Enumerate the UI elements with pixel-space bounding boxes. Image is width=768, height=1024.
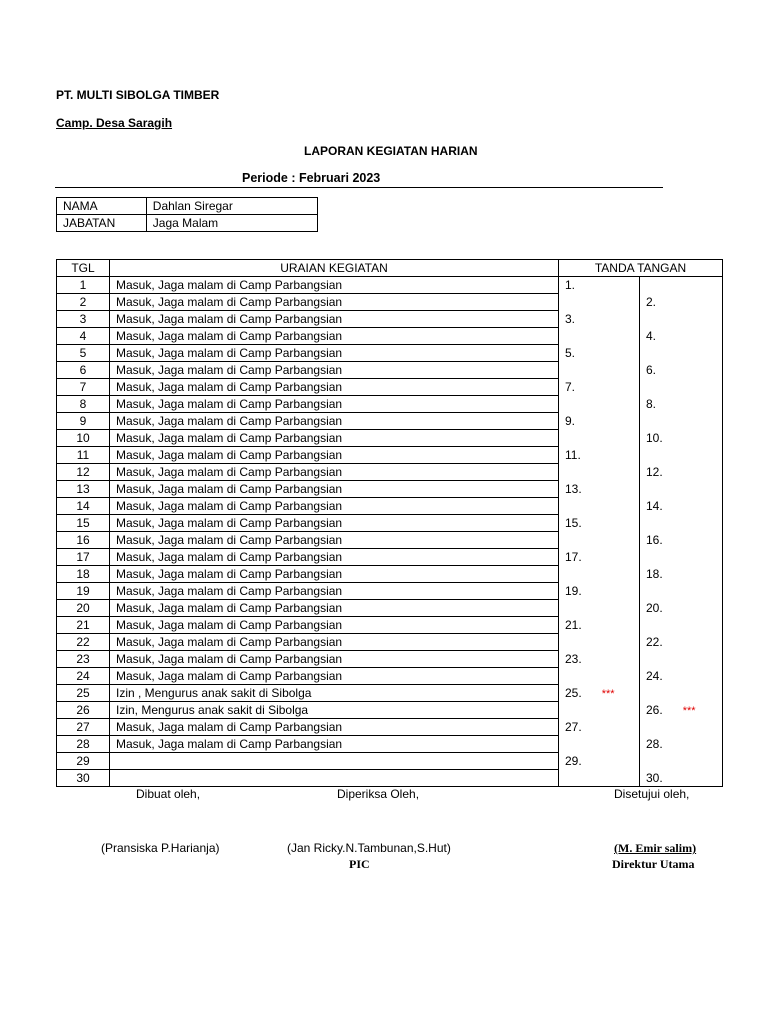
- table-row: [57, 651, 723, 668]
- row-uraian: Masuk, Jaga malam di Camp Parbangsian: [110, 447, 559, 464]
- disetujui-oleh-label: Disetujui oleh,: [614, 787, 690, 801]
- row-sig-right: [640, 770, 723, 787]
- row-uraian: Masuk, Jaga malam di Camp Parbangsian: [110, 294, 559, 311]
- row-tgl: 11: [57, 447, 110, 464]
- row-sig-left: [559, 685, 640, 702]
- nama-value: Dahlan Siregar: [146, 198, 317, 215]
- row-uraian: Masuk, Jaga malam di Camp Parbangsian: [110, 498, 559, 515]
- row-tgl: 4: [57, 328, 110, 345]
- signature-number: 14.: [646, 498, 663, 513]
- table-row: [57, 617, 723, 634]
- header-uraian: URAIAN KEGIATAN: [110, 260, 559, 277]
- row-uraian: Masuk, Jaga malam di Camp Parbangsian: [110, 396, 559, 413]
- row-uraian: Masuk, Jaga malam di Camp Parbangsian: [110, 481, 559, 498]
- signature-number: 30.: [646, 770, 663, 785]
- signer-role-direktur: Direktur Utama: [612, 857, 695, 871]
- signature-number: 16.: [646, 532, 663, 547]
- row-uraian: Masuk, Jaga malam di Camp Parbangsian: [110, 515, 559, 532]
- row-tgl: 30: [57, 770, 110, 787]
- row-uraian: Masuk, Jaga malam di Camp Parbangsian: [110, 311, 559, 328]
- row-sig-left: [559, 498, 640, 515]
- row-sig-left: [559, 481, 640, 498]
- header-tgl: TGL: [57, 260, 110, 277]
- row-uraian: Masuk, Jaga malam di Camp Parbangsian: [110, 617, 559, 634]
- row-tgl: 20: [57, 600, 110, 617]
- table-row: [57, 447, 723, 464]
- row-tgl: 5: [57, 345, 110, 362]
- row-tgl: 29: [57, 753, 110, 770]
- row-tgl: 7: [57, 379, 110, 396]
- row-uraian: Masuk, Jaga malam di Camp Parbangsian: [110, 379, 559, 396]
- table-row: [57, 498, 723, 515]
- table-row: [57, 481, 723, 498]
- table-row: [57, 345, 723, 362]
- table-row: [57, 770, 723, 787]
- row-sig-right: [640, 719, 723, 736]
- signature-number: 6.: [646, 362, 657, 377]
- company-name: PT. MULTI SIBOLGA TIMBER: [56, 88, 220, 102]
- camp-name: Camp. Desa Saragih: [56, 116, 173, 130]
- row-sig-right: [640, 328, 723, 345]
- signature-number: 7.: [565, 379, 576, 394]
- signature-number: 13.: [565, 481, 582, 496]
- row-tgl: 2: [57, 294, 110, 311]
- row-uraian: Masuk, Jaga malam di Camp Parbangsian: [110, 328, 559, 345]
- table-row: [57, 668, 723, 685]
- row-tgl: 25: [57, 685, 110, 702]
- signature-mark: ***: [682, 704, 696, 717]
- table-row: [57, 634, 723, 651]
- signature-number: 8.: [646, 396, 657, 411]
- signature-number: 15.: [565, 515, 582, 530]
- row-sig-right: [640, 753, 723, 770]
- row-sig-left: [559, 651, 640, 668]
- signature-number: 29.: [565, 753, 582, 768]
- signature-number: 2.: [646, 294, 657, 309]
- signature-number: 20.: [646, 600, 663, 615]
- row-uraian: Izin , Mengurus anak sakit di Sibolga: [110, 685, 559, 702]
- row-tgl: 16: [57, 532, 110, 549]
- row-sig-right: [640, 481, 723, 498]
- table-header-row: [57, 260, 723, 277]
- row-tgl: 18: [57, 566, 110, 583]
- row-uraian: Masuk, Jaga malam di Camp Parbangsian: [110, 532, 559, 549]
- row-uraian: Masuk, Jaga malam di Camp Parbangsian: [110, 566, 559, 583]
- row-tgl: 6: [57, 362, 110, 379]
- row-sig-right: [640, 345, 723, 362]
- table-row: [57, 532, 723, 549]
- row-sig-right: [640, 583, 723, 600]
- nama-label: NAMA: [57, 198, 147, 215]
- row-sig-left: [559, 566, 640, 583]
- row-tgl: 10: [57, 430, 110, 447]
- row-sig-right: [640, 668, 723, 685]
- signer-name-2: (Jan Ricky.N.Tambunan,S.Hut): [287, 841, 451, 855]
- row-sig-right: [640, 464, 723, 481]
- table-row: [57, 549, 723, 566]
- row-tgl: 14: [57, 498, 110, 515]
- info-row-nama: [57, 198, 318, 215]
- signature-number: 17.: [565, 549, 582, 564]
- employee-info-table: [56, 197, 318, 232]
- signature-number: 19.: [565, 583, 582, 598]
- signature-number: 3.: [565, 311, 576, 326]
- table-row: [57, 328, 723, 345]
- row-uraian: Masuk, Jaga malam di Camp Parbangsian: [110, 634, 559, 651]
- row-sig-right: [640, 515, 723, 532]
- row-sig-left: [559, 702, 640, 719]
- table-row: [57, 396, 723, 413]
- signature-number: 9.: [565, 413, 576, 428]
- report-title: LAPORAN KEGIATAN HARIAN: [304, 144, 478, 158]
- jabatan-label: JABATAN: [57, 215, 147, 232]
- row-sig-left: [559, 668, 640, 685]
- row-sig-left: [559, 736, 640, 753]
- row-uraian: Masuk, Jaga malam di Camp Parbangsian: [110, 668, 559, 685]
- row-uraian: Masuk, Jaga malam di Camp Parbangsian: [110, 600, 559, 617]
- row-sig-left: [559, 753, 640, 770]
- signature-number: 5.: [565, 345, 576, 360]
- table-row: [57, 311, 723, 328]
- table-row: [57, 583, 723, 600]
- row-sig-left: [559, 362, 640, 379]
- signer-role-pic: PIC: [349, 857, 370, 871]
- report-period: Periode : Februari 2023: [242, 171, 381, 185]
- row-sig-right: [640, 651, 723, 668]
- signature-number: 24.: [646, 668, 663, 683]
- row-tgl: 12: [57, 464, 110, 481]
- signature-number: 26.: [646, 702, 663, 717]
- signer-name-3: (M. Emir salim): [614, 841, 697, 855]
- row-sig-left: [559, 345, 640, 362]
- row-sig-right: [640, 566, 723, 583]
- table-row: [57, 413, 723, 430]
- row-tgl: 9: [57, 413, 110, 430]
- row-sig-left: [559, 770, 640, 787]
- table-row: [57, 464, 723, 481]
- row-sig-left: [559, 413, 640, 430]
- signature-number: 23.: [565, 651, 582, 666]
- row-uraian: [110, 753, 559, 770]
- row-sig-right: [640, 277, 723, 294]
- row-sig-right: [640, 498, 723, 515]
- row-uraian: Masuk, Jaga malam di Camp Parbangsian: [110, 430, 559, 447]
- table-row: [57, 566, 723, 583]
- table-row: [57, 379, 723, 396]
- row-tgl: 15: [57, 515, 110, 532]
- info-row-jabatan: [57, 215, 318, 232]
- row-sig-right: [640, 600, 723, 617]
- row-tgl: 27: [57, 719, 110, 736]
- row-sig-left: [559, 311, 640, 328]
- row-sig-right: [640, 532, 723, 549]
- row-sig-right: [640, 430, 723, 447]
- row-uraian: Masuk, Jaga malam di Camp Parbangsian: [110, 651, 559, 668]
- row-uraian: Masuk, Jaga malam di Camp Parbangsian: [110, 549, 559, 566]
- row-sig-left: [559, 396, 640, 413]
- signature-number: 12.: [646, 464, 663, 479]
- signature-mark: ***: [601, 687, 615, 700]
- table-row: [57, 515, 723, 532]
- row-sig-left: [559, 583, 640, 600]
- row-uraian: Masuk, Jaga malam di Camp Parbangsian: [110, 277, 559, 294]
- table-row: [57, 685, 723, 702]
- signature-number: 10.: [646, 430, 663, 445]
- signature-number: 25.: [565, 685, 582, 700]
- table-row: [57, 719, 723, 736]
- row-sig-right: [640, 396, 723, 413]
- row-sig-left: [559, 379, 640, 396]
- row-sig-left: [559, 294, 640, 311]
- row-uraian: Masuk, Jaga malam di Camp Parbangsian: [110, 583, 559, 600]
- activity-table: [56, 259, 723, 787]
- diperiksa-oleh-label: Diperiksa Oleh,: [337, 787, 420, 801]
- table-row: [57, 753, 723, 770]
- signer-name-1: (Pransiska P.Harianja): [101, 841, 220, 855]
- row-uraian: Masuk, Jaga malam di Camp Parbangsian: [110, 362, 559, 379]
- row-tgl: 21: [57, 617, 110, 634]
- row-tgl: 23: [57, 651, 110, 668]
- row-tgl: 22: [57, 634, 110, 651]
- row-sig-right: [640, 447, 723, 464]
- header-tanda-tangan: TANDA TANGAN: [559, 260, 723, 277]
- row-sig-left: [559, 600, 640, 617]
- row-tgl: 17: [57, 549, 110, 566]
- row-sig-left: [559, 549, 640, 566]
- table-row: [57, 294, 723, 311]
- row-sig-left: [559, 515, 640, 532]
- signature-number: 11.: [565, 447, 581, 462]
- row-sig-right: [640, 294, 723, 311]
- table-row: [57, 430, 723, 447]
- table-row: [57, 736, 723, 753]
- dibuat-oleh-label: Dibuat oleh,: [136, 787, 201, 801]
- jabatan-value: Jaga Malam: [146, 215, 317, 232]
- row-sig-right: [640, 736, 723, 753]
- row-sig-right: [640, 685, 723, 702]
- table-row: [57, 702, 723, 719]
- row-sig-right: [640, 634, 723, 651]
- row-sig-left: [559, 634, 640, 651]
- row-tgl: 26: [57, 702, 110, 719]
- signature-number: 22.: [646, 634, 663, 649]
- row-sig-left: [559, 532, 640, 549]
- signature-number: 1.: [565, 278, 576, 292]
- table-row: [57, 362, 723, 379]
- signature-number: 4.: [646, 328, 657, 343]
- row-tgl: 3: [57, 311, 110, 328]
- row-sig-left: [559, 447, 640, 464]
- table-row: [57, 277, 723, 294]
- row-sig-right: [640, 413, 723, 430]
- row-uraian: Masuk, Jaga malam di Camp Parbangsian: [110, 413, 559, 430]
- signature-number: 28.: [646, 736, 663, 751]
- row-tgl: 28: [57, 736, 110, 753]
- row-uraian: Masuk, Jaga malam di Camp Parbangsian: [110, 736, 559, 753]
- header-divider: [55, 187, 663, 188]
- row-sig-right: [640, 311, 723, 328]
- signature-number: 27.: [565, 719, 582, 734]
- row-sig-right: [640, 549, 723, 566]
- row-uraian: Masuk, Jaga malam di Camp Parbangsian: [110, 719, 559, 736]
- row-tgl: 1: [57, 277, 110, 294]
- row-uraian: Masuk, Jaga malam di Camp Parbangsian: [110, 464, 559, 481]
- signature-number: 18.: [646, 566, 663, 581]
- row-sig-left: [559, 464, 640, 481]
- row-tgl: 24: [57, 668, 110, 685]
- row-uraian: Izin, Mengurus anak sakit di Sibolga: [110, 702, 559, 719]
- row-sig-left: [559, 328, 640, 345]
- row-sig-left: [559, 617, 640, 634]
- row-tgl: 13: [57, 481, 110, 498]
- row-sig-left: [559, 430, 640, 447]
- row-sig-left: [559, 277, 640, 294]
- row-sig-right: [640, 702, 723, 719]
- row-sig-right: [640, 617, 723, 634]
- table-row: [57, 600, 723, 617]
- row-sig-right: [640, 379, 723, 396]
- row-tgl: 8: [57, 396, 110, 413]
- signature-number: 21.: [565, 617, 582, 632]
- row-sig-left: [559, 719, 640, 736]
- row-uraian: Masuk, Jaga malam di Camp Parbangsian: [110, 345, 559, 362]
- row-uraian: [110, 770, 559, 787]
- row-tgl: 19: [57, 583, 110, 600]
- row-sig-right: [640, 362, 723, 379]
